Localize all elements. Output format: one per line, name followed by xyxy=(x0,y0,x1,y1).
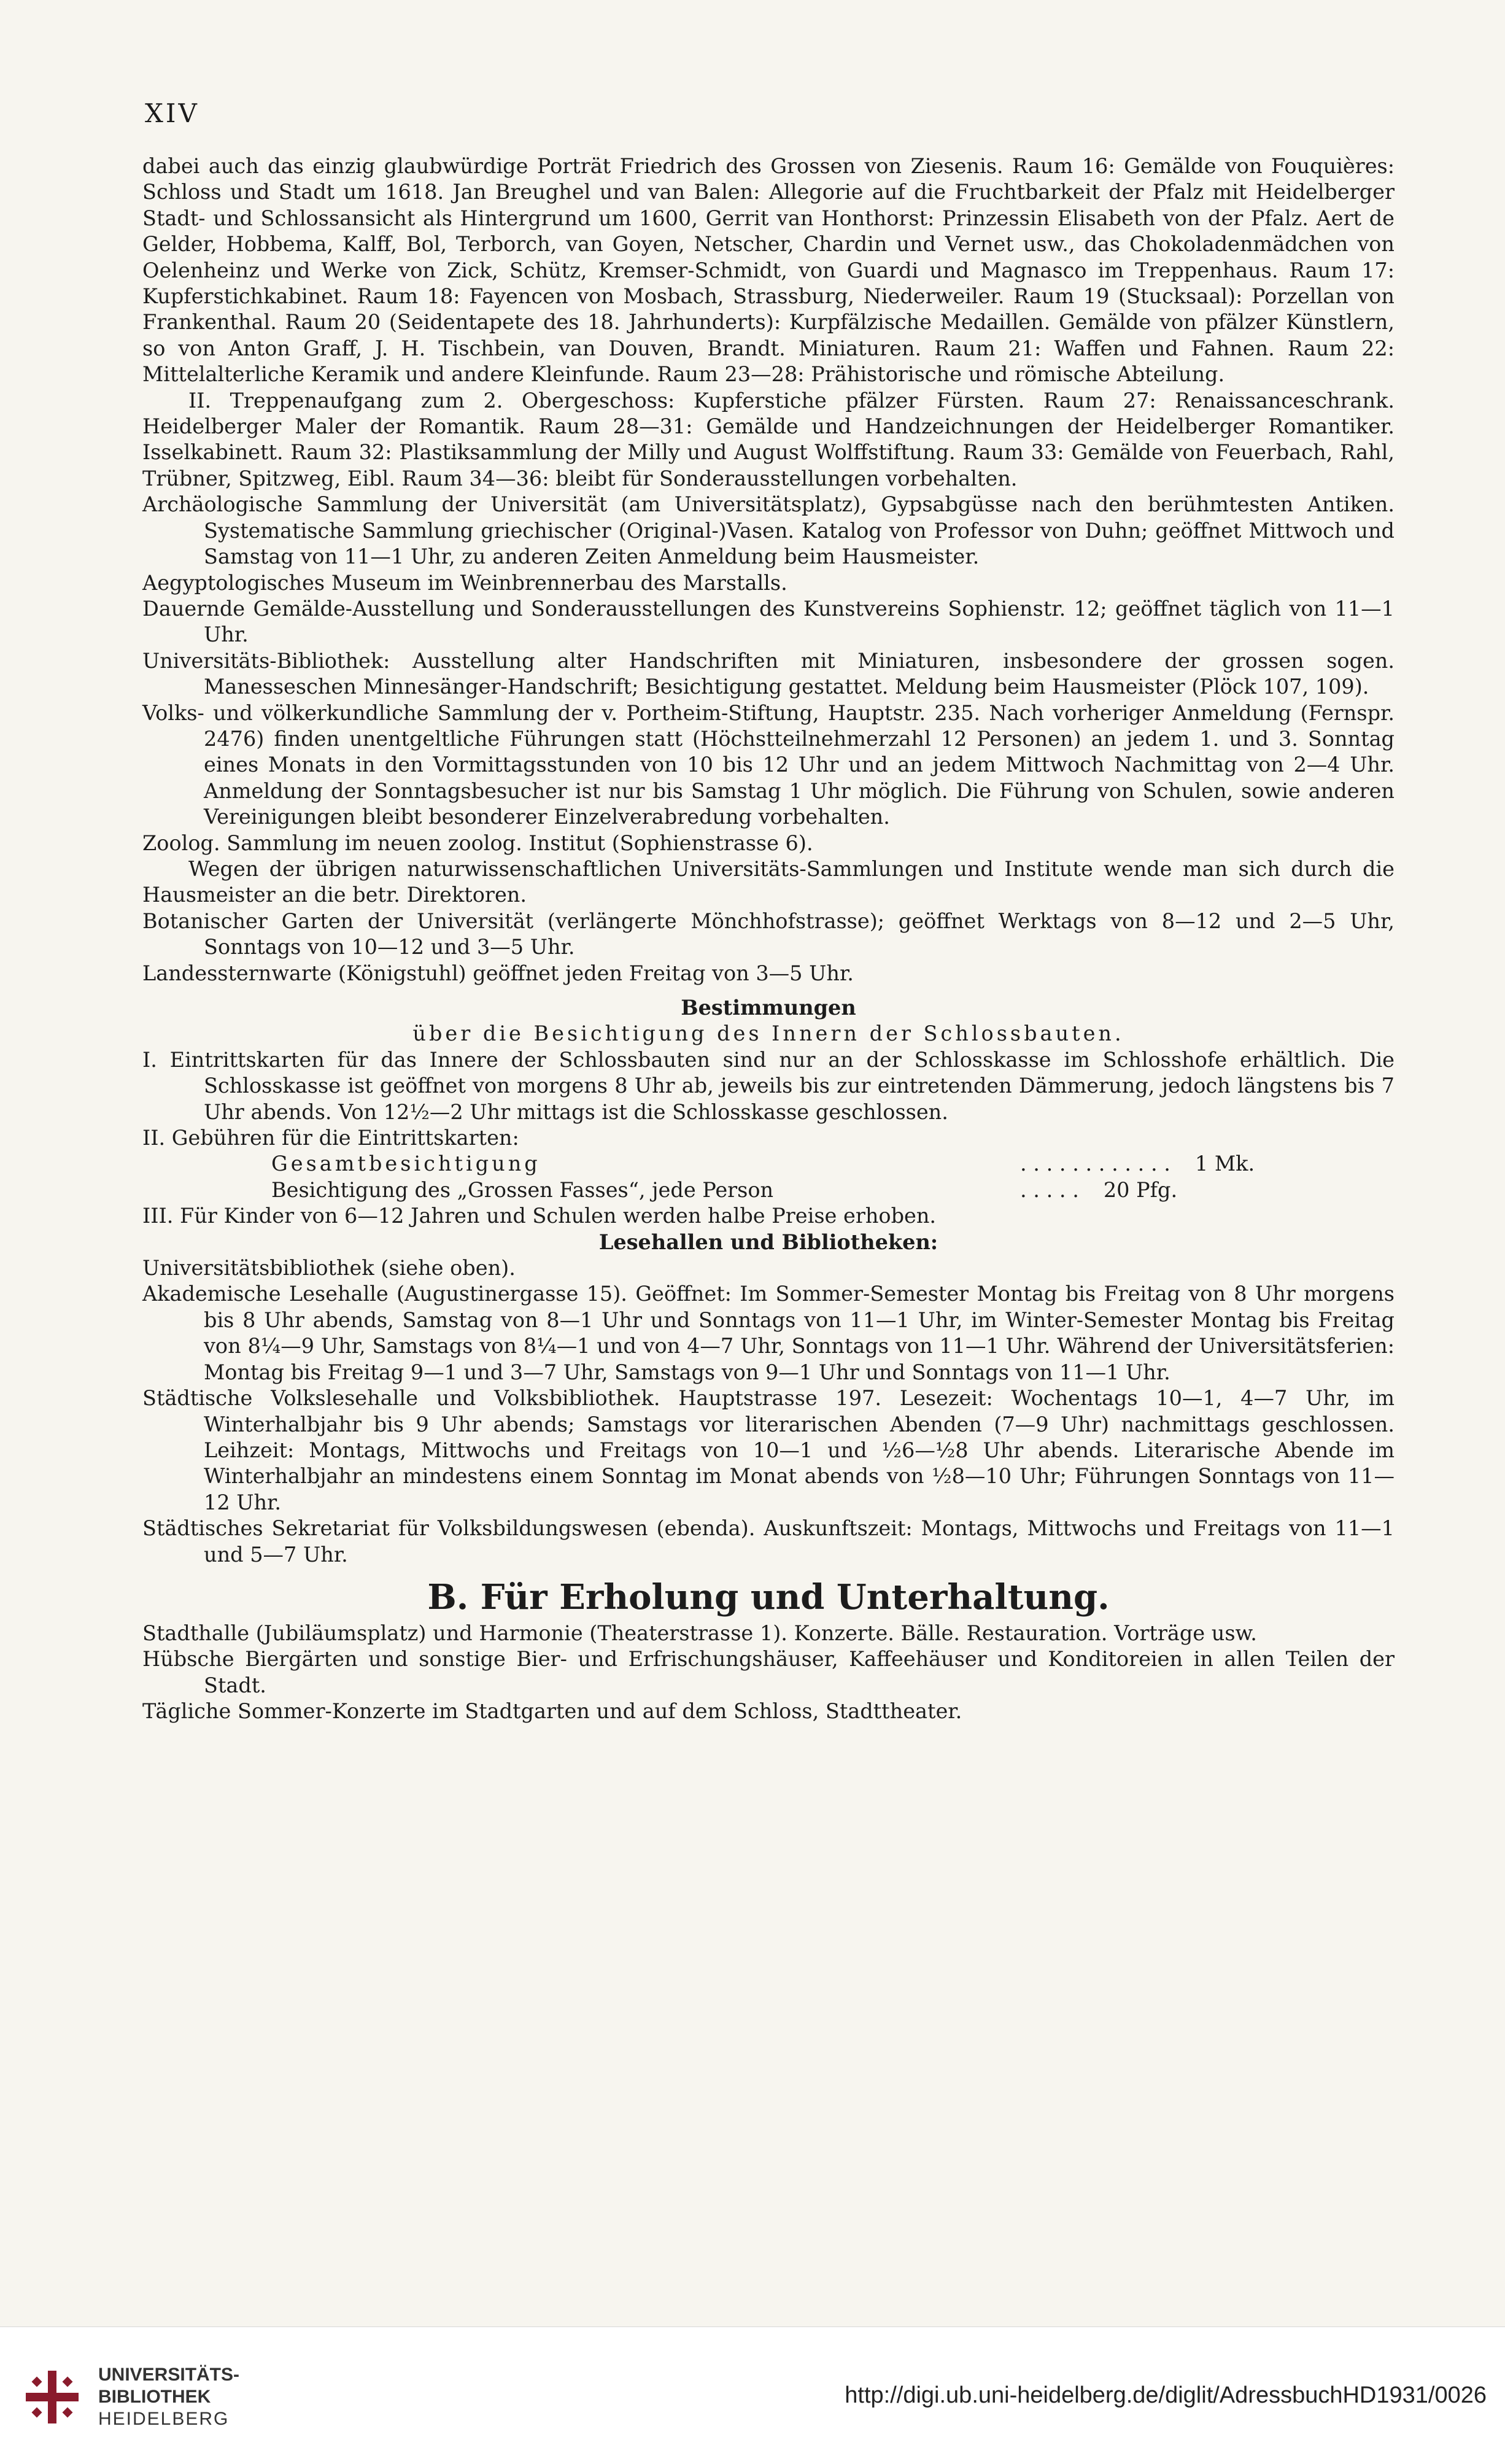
permalink-url[interactable]: http://digi.ub.uni-heidelberg.de/diglit/AdressbuchHD1931/0026 xyxy=(845,2382,1487,2408)
library-logo[interactable] xyxy=(25,2364,239,2430)
entry-zoolog-sammlung: Zoolog. Sammlung im neuen zoolog. Institut (Sophienstrasse 6). xyxy=(142,831,813,855)
entry-universitaets-bibliothek: Universitäts-Bibliothek: Ausstellung alter Handschriften mit Miniaturen, insbesondere der grossen sogen. Manesseschen Minnesänger-Handschrift; Besichtigung gestattet. Meldung beim Hausmeister (Plöck 107, 109). xyxy=(142,648,1395,699)
bestimmungen-item-2: II. Gebühren für die Eintrittskarten: xyxy=(142,1126,519,1150)
entry-volkskundliche-sammlung: Volks- und völkerkundliche Sammlung der v. Portheim-Stiftung, Hauptstr. 235. Nach vorheriger Anmeldung (Fernspr. 2476) finden unentgeltliche Führungen statt (Höchstteilnehmerzahl 12 Personen) an jedem 1. und 3. Sonntag eines Monats in den Vormittagsstunden von 10 bis 12 Uhr und an jedem Mittwoch Nachmittag von 2—4 Uhr. Anmeldung der Sonntagsbesucher ist nur bis Samstag 1 Uhr möglich. Die Führung von Schulen, sowie anderen Vereinigungen bleibt besonderer Einzelverabredung vorbehalten. xyxy=(142,700,1395,829)
entry-volkslesehalle: Städtische Volkslesehalle und Volksbibliothek. Hauptstrasse 197. Lesezeit: Wochentags 10—1, 4—7 Uhr, im Winterhalbjahr bis 9 Uhr abends; Samstags vor literarischen Abenden (7—9 Uhr) nachmittags geschlossen. Leihzeit: Montags, Mittwochs und Freitags von 10—1 und ½6—½8 Uhr abends. Literarische Abende im Winterhalbjahr an mindestens einem Sonntag im Monat abends von ½8—10 Uhr; Führungen Sonntags von 11—12 Uhr. xyxy=(142,1386,1395,1514)
fee-value: 1 Mk. xyxy=(1194,1152,1255,1176)
paragraph-naturwissenschaftliche-sammlungen: Wegen der übrigen naturwissenschaftlichen Universitäts-Sammlungen und Institute wende man sich durch die Hausmeister an die betr. Direktoren. xyxy=(142,856,1395,907)
entry-akademische-lesehalle: Akademische Lesehalle (Augustinergasse 15). Geöffnet: Im Sommer-Semester Montag bis Freitag von 8 Uhr morgens bis 8 Uhr abends, Samstag von 8—1 Uhr und Sonntags von 11—1 Uhr, im Winter-Semester Montag bis Freitag von 8¼—9 Uhr, Samstags von 8¼—1 und von 4—7 Uhr, Sonntags von 11—1 Uhr. Während der Universitätsferien: Montag bis Freitag 9—1 und 3—7 Uhr, Samstags von 9—1 Uhr und Sonntags von 11—1 Uhr. xyxy=(142,1282,1395,1384)
entry-sommer-konzerte: Tägliche Sommer-Konzerte im Stadtgarten und auf dem Schloss, Stadttheater. xyxy=(142,1699,962,1724)
fee-value: 20 Pfg. xyxy=(1103,1177,1178,1202)
fee-label: Besichtigung des „Grossen Fasses“, jede Person xyxy=(271,1177,774,1202)
library-name-line: HEIDELBERG xyxy=(98,2409,230,2429)
entry-biergaerten: Hübsche Biergärten und sonstige Bier- und Erfrischungshäuser, Kaffeehäuser und Konditoreien in allen Teilen der Stadt. xyxy=(142,1647,1395,1697)
bestimmungen-subheading: über die Besichtigung des Innern der Schlossbauten. xyxy=(412,1021,1124,1046)
bestimmungen-heading: Bestimmungen xyxy=(681,996,856,1020)
fee-label: Gesamtbesichtigung xyxy=(271,1152,541,1176)
entry-landessternwarte: Landessternwarte (Königstuhl) geöffnet jeden Freitag von 3—5 Uhr. xyxy=(142,961,854,985)
library-seal-icon xyxy=(25,2369,80,2425)
viewer-footer xyxy=(0,2326,1505,2464)
fee-row xyxy=(271,1177,1395,1203)
paragraph-treppenaufgang: II. Treppenaufgang zum 2. Obergeschoss: Kupferstiche pfälzer Fürsten. Raum 27: Renaissanceschrank. Heidelberger Maler der Romantik. Raum 28—31: Gemälde und Handzeichnungen der Heidelberger Romantiker. Isselkabinett. Raum 32: Plastiksammlung der Milly und August Wolffstiftung. Raum 33: Gemälde von Feuerbach, Rahl, Trübner, Spitzweg, Eibl. Raum 34—36: bleibt für Sonderausstellungen vorbehalten. xyxy=(142,388,1395,490)
entry-botanischer-garten: Botanischer Garten der Universität (verlängerte Mönchhofstrasse); geöffnet Werktags von 8—12 und 2—5 Uhr, Sonntags von 10—12 und 3—5 Uhr. xyxy=(142,909,1395,959)
fee-list xyxy=(142,1151,1395,1203)
library-name xyxy=(98,2364,239,2430)
bestimmungen-item-3: III. Für Kinder von 6—12 Jahren und Schulen werden halbe Preise erhoben. xyxy=(142,1204,937,1228)
fee-row xyxy=(271,1151,1395,1177)
fee-dots: . . . . . . . . . . . . xyxy=(1020,1152,1170,1176)
entry-gemaelde-ausstellung: Dauernde Gemälde-Ausstellung und Sonderausstellungen des Kunstvereins Sophienstr. 12; geöffnet täglich von 11—1 Uhr. xyxy=(142,596,1395,647)
entry-archaeologische-sammlung: Archäologische Sammlung der Universität (am Universitätsplatz), Gypsabgüsse nach den berühmtesten Antiken. Systematische Sammlung griechischer (Original-)Vasen. Katalog von Professor von Duhn; geöffnet Mittwoch und Samstag von 11—1 Uhr, zu anderen Zeiten Anmeldung beim Hausmeister. xyxy=(142,492,1395,569)
bestimmungen-item-1: I. Eintrittskarten für das Innere der Schlossbauten sind nur an der Schlosskasse im Schlosshofe erhältlich. Die Schlosskasse ist geöffnet von morgens 8 Uhr ab, jeweils bis zur eintretenden Dämmerung, jedoch längstens bis 7 Uhr abends. Von 12½—2 Uhr mittags ist die Schlosskasse geschlossen. xyxy=(142,1047,1395,1124)
entry-universitaetsbibliothek: Universitätsbibliothek (siehe oben). xyxy=(142,1256,516,1280)
library-name-line: BIBLIOTHEK xyxy=(98,2387,211,2407)
paragraph-raeume: dabei auch das einzig glaubwürdige Porträt Friedrich des Grossen von Ziesenis. Raum 16: Gemälde von Fouquières: Schloss und Stadt um 1618. Jan Breughel und van Balen: Allegorie auf die Fruchtbarkeit der Pfalz mit Heidelberger Stadt- und Schlossansicht als Hintergrund um 1600, Gerrit van Honthorst: Prinzessin Elisabeth von der Pfalz. Aert de Gelder, Hobbema, Kalff, Bol, Terborch, van Goyen, Netscher, Chardin und Vernet usw., das Chokoladenmädchen von Oelenheinz und Werke von Zick, Schütz, Kremser-Schmidt, von Guardi und Magnasco im Treppenhaus. Raum 17: Kupferstichkabinet. Raum 18: Fayencen von Mosbach, Strassburg, Niederweiler. Raum 19 (Stucksaal): Porzellan von Frankenthal. Raum 20 (Seidentapete des 18. Jahrhunderts): Kurpfälzische Medaillen. Gemälde von pfälzer Künstlern, so von Anton Graff, J. H. Tischbein, van Douven, Brandt. Miniaturen. Raum 21: Waffen und Fahnen. Raum 22: Mittelalterliche Keramik und andere Kleinfunde. Raum 23—28: Prähistorische und römische Abteilung. xyxy=(142,154,1395,387)
section-heading-erholung: B. Für Erholung und Unterhaltung. xyxy=(427,1576,1110,1617)
fee-dots: . . . . . xyxy=(1020,1177,1079,1202)
library-name-line: UNIVERSITÄTS- xyxy=(98,2365,240,2385)
page-number: XIV xyxy=(145,98,199,128)
entry-aegyptologisches-museum: Aegyptologisches Museum im Weinbrennerbau des Marstalls. xyxy=(142,570,787,595)
lesehallen-heading: Lesehallen und Bibliotheken: xyxy=(598,1230,938,1254)
entry-sekretariat: Städtisches Sekretariat für Volksbildungswesen (ebenda). Auskunftszeit: Montags, Mittwochs und Freitags von 11—1 und 5—7 Uhr. xyxy=(142,1516,1395,1567)
entry-stadthalle: Stadthalle (Jubiläumsplatz) und Harmonie (Theaterstrasse 1). Konzerte. Bälle. Restauration. Vorträge usw. xyxy=(142,1621,1257,1645)
page-body xyxy=(142,153,1395,1725)
